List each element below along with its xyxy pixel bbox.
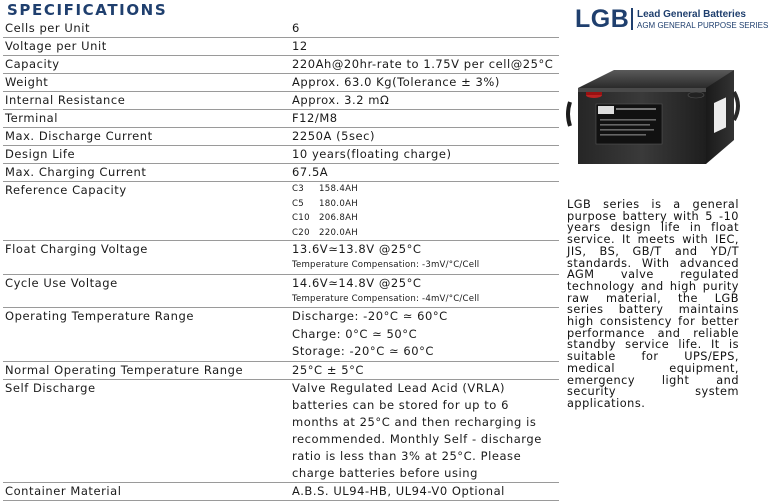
capacity-value: 180.0AH: [319, 198, 359, 209]
table-row: [3, 146, 559, 164]
spec-value-group: [288, 308, 559, 362]
spec-label: Reference Capacity: [3, 182, 288, 241]
table-row: [3, 308, 559, 362]
spec-value: 13.6V≃13.8V @25°C: [292, 242, 422, 256]
spec-label: Normal Operating Temperature Range: [3, 361, 288, 379]
spec-value: 14.6V≃14.8V @25°C: [292, 275, 422, 290]
spec-value: 12: [288, 38, 559, 56]
spec-label: Design Life: [3, 146, 288, 164]
spec-value: 67.5A: [288, 164, 559, 182]
spec-value: Charge: 0°C ≃ 50°C: [292, 326, 418, 341]
reference-capacity-list: [288, 182, 559, 241]
spec-label: Weight: [3, 74, 288, 92]
brand-logo-text: LGB: [575, 5, 630, 33]
spec-label: Terminal: [3, 110, 288, 128]
spec-value: 2250A (5sec): [288, 128, 559, 146]
capacity-line: [292, 226, 559, 241]
capacity-rate: C3: [292, 184, 305, 194]
table-row: [3, 128, 559, 146]
table-row: [3, 110, 559, 128]
spec-note: Temperature Compensation: -4mV/°C/Cell: [292, 293, 480, 304]
table-row: [3, 182, 559, 241]
spec-label: Capacity: [3, 56, 288, 74]
table-row: [3, 20, 559, 38]
spec-label: Voltage per Unit: [3, 38, 288, 56]
specifications-table: [3, 20, 559, 501]
table-row: [3, 38, 559, 56]
capacity-rate: C5: [292, 198, 305, 209]
table-row: [3, 241, 559, 275]
capacity-value: 220.0AH: [319, 227, 359, 238]
spec-value: Storage: -20°C ≃ 60°C: [292, 344, 434, 358]
table-row: [3, 361, 559, 379]
table-row: [3, 74, 559, 92]
spec-value: 25°C ± 5°C: [288, 361, 559, 379]
capacity-value: 158.4AH: [319, 184, 359, 194]
battery-product-image: [566, 62, 744, 178]
spec-value: Valve Regulated Lead Acid (VRLA) batteries can be stored for up to 6 months at 25°C and then recharging is recommended. Monthly Self - discharge ratio is less than 3% at 25°C. Please charge batteries before using: [288, 379, 559, 482]
table-row: [3, 379, 559, 482]
specifications-heading: SPECIFICATIONS: [7, 1, 168, 19]
spec-label: Container Material: [3, 482, 288, 500]
capacity-rate: C10: [292, 213, 310, 223]
capacity-line: [292, 182, 559, 197]
table-row: [3, 274, 559, 308]
spec-label: Max. Discharge Current: [3, 128, 288, 146]
spec-value: 10 years(floating charge): [288, 146, 559, 164]
spec-label: Cells per Unit: [3, 20, 288, 38]
capacity-value: 206.8AH: [319, 213, 359, 223]
capacity-rate: C20: [292, 227, 310, 238]
spec-label: Internal Resistance: [3, 92, 288, 110]
product-description: LGB series is a general purpose battery with 5 -10 years design life in float service. It meets with IEC, JIS, BS, GB/T and YD/T standards. With advanced AGM valve regulated technology and high purity raw material, the LGB series battery maintains high consistency for better performance and reliable standby service life. It is suitable for UPS/EPS, medical equipment, emergency light and security system applications.: [567, 198, 739, 410]
spec-label: Self Discharge: [3, 379, 288, 482]
spec-label: Float Charging Voltage: [3, 241, 288, 275]
spec-value: 220Ah@20hr-rate to 1.75V per cell@25°C: [288, 56, 559, 74]
spec-label: Operating Temperature Range: [3, 308, 288, 362]
capacity-line: [292, 197, 559, 212]
spec-value-group: [288, 241, 559, 275]
spec-label: Max. Charging Current: [3, 164, 288, 182]
brand-divider: [631, 8, 633, 30]
spec-value: F12/M8: [288, 110, 559, 128]
brand-name: Lead General Batteries: [637, 9, 746, 20]
spec-value: A.B.S. UL94-HB, UL94-V0 Optional: [288, 482, 559, 500]
table-row: [3, 164, 559, 182]
table-row: [3, 92, 559, 110]
table-row: [3, 56, 559, 74]
spec-value: Discharge: -20°C ≃ 60°C: [292, 309, 448, 323]
spec-value: Approx. 63.0 Kg(Tolerance ± 3%): [288, 74, 559, 92]
spec-value: 6: [288, 20, 559, 38]
spec-value: Approx. 3.2 mΩ: [288, 92, 559, 110]
spec-note: Temperature Compensation: -3mV/°C/Cell: [292, 260, 480, 270]
capacity-line: [292, 211, 559, 226]
brand-subtitle: AGM GENERAL PURPOSE SERIES: [637, 21, 768, 30]
spec-label: Cycle Use Voltage: [3, 274, 288, 308]
table-row: [3, 482, 559, 500]
spec-value-group: [288, 274, 559, 308]
